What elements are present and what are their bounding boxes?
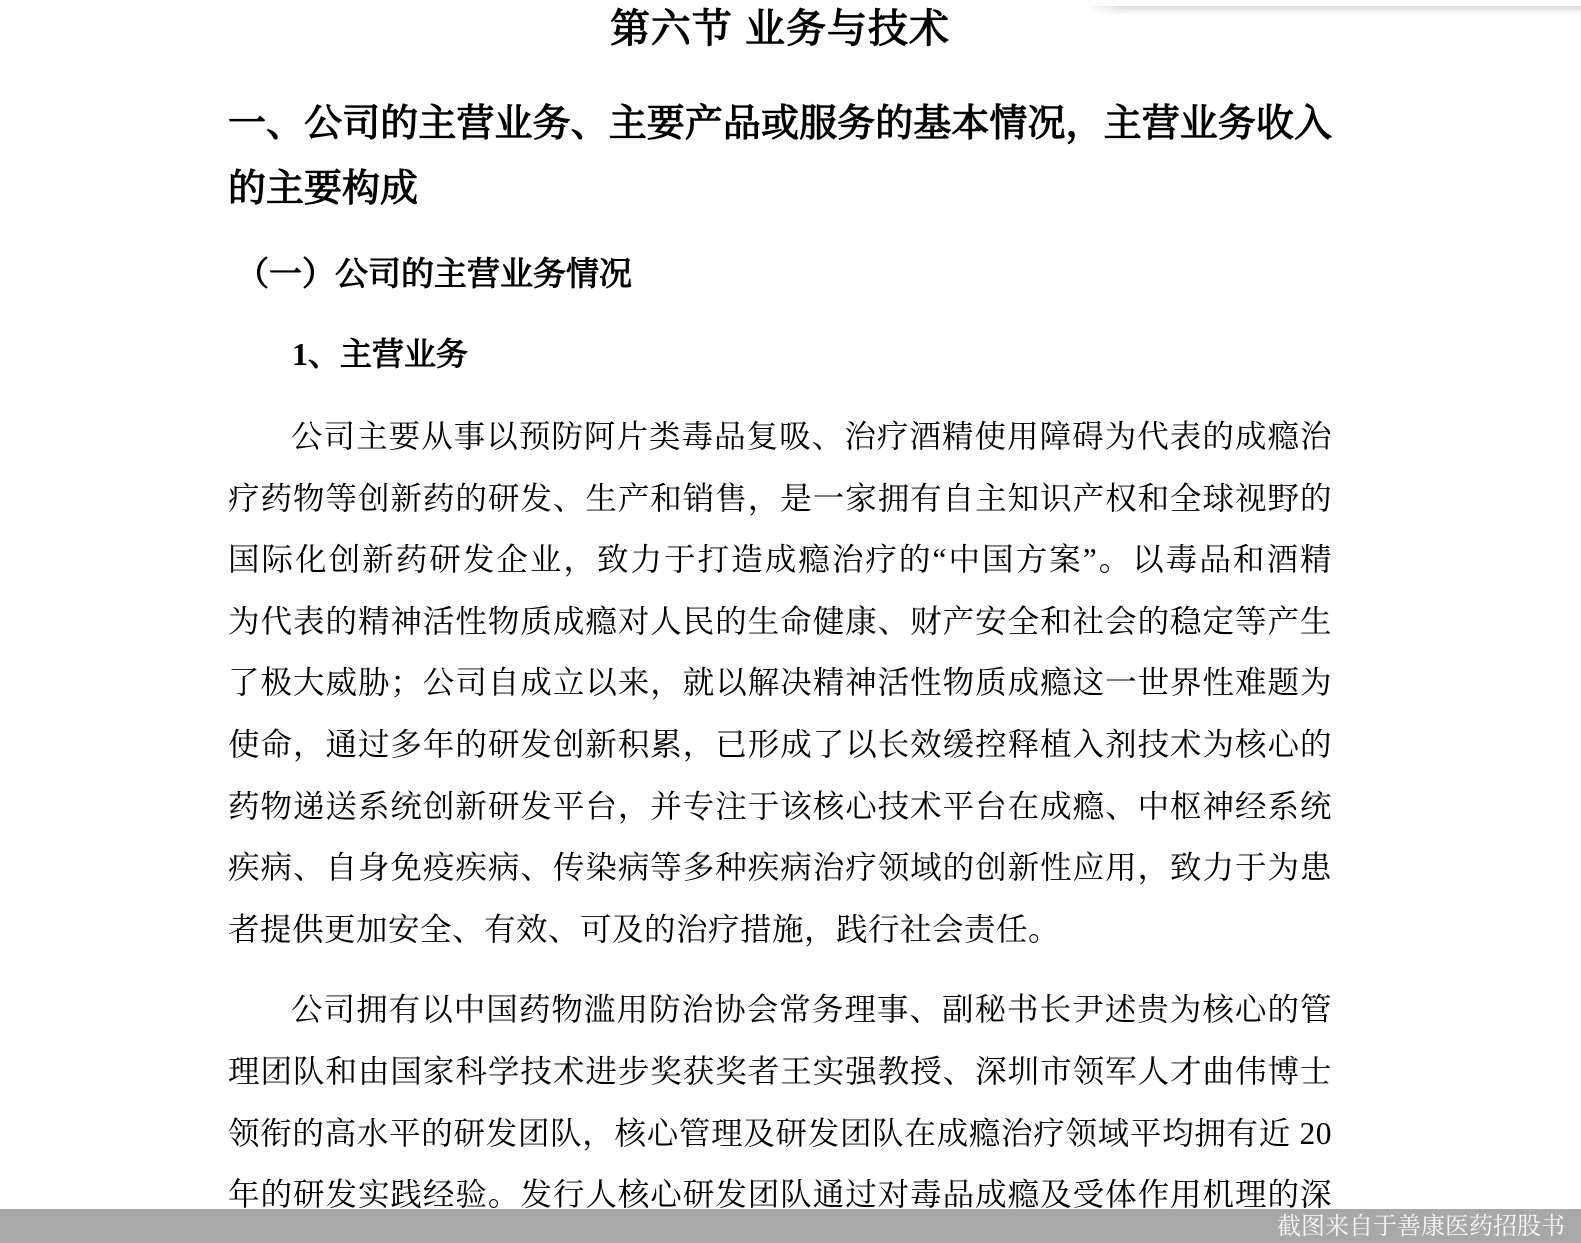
- paragraph-line: 使命，通过多年的研发创新积累，已形成了以长效缓控释植入剂技术为核心的: [228, 726, 1332, 762]
- paragraph-main-business: [228, 406, 1332, 960]
- heading-main: [228, 92, 1332, 222]
- section-title: 第六节 业务与技术: [609, 7, 951, 51]
- paragraph-line: 疾病、自身免疫疾病、传染病等多种疾病治疗领域的创新性应用，致力于为患: [228, 850, 1332, 886]
- paragraph-line: 者提供更加安全、有效、可及的治疗措施，践行社会责任。: [228, 911, 1061, 947]
- paragraph-line: 了极大威胁；公司自成立以来，就以解决精神活性物质成瘾这一世界性难题为: [228, 665, 1332, 701]
- paragraph-line: 公司拥有以中国药物滥用防治协会常务理事、副秘书长尹述贵为核心的管: [291, 992, 1332, 1028]
- heading-main-line2: 的主要构成: [228, 168, 419, 210]
- paragraph-team: [228, 979, 1332, 1225]
- document-body: [228, 6, 1332, 1226]
- paragraph-line: 疗药物等创新药的研发、生产和销售，是一家拥有自主知识产权和全球视野的: [228, 480, 1332, 516]
- paragraph-line: 为代表的精神活性物质成瘾对人民的生命健康、财产安全和社会的稳定等产生: [228, 603, 1332, 639]
- paragraph-line: 年的研发实践经验。发行人核心研发团队通过对毒品成瘾及受体作用机理的深: [228, 1177, 1332, 1213]
- paragraph-line: 国际化创新药研发企业，致力于打造成瘾治疗的“中国方案”。以毒品和酒精: [228, 542, 1332, 578]
- watermark-source-label: 截图来自于善康医药招股书: [1277, 1213, 1565, 1240]
- paragraph-line: 领衔的高水平的研发团队，核心管理及研发团队在成瘾治疗领域平均拥有近 20: [228, 1115, 1332, 1151]
- heading-sub: （一）公司的主营业务情况: [236, 255, 632, 292]
- paragraph-line: 理团队和由国家科学技术进步奖获奖者王实强教授、深圳市领军人才曲伟博士: [228, 1053, 1332, 1089]
- heading-main-line1: 一、公司的主营业务、主要产品或服务的基本情况，主营业务收入: [228, 103, 1332, 145]
- paragraph-line: 公司主要从事以预防阿片类毒品复吸、治疗酒精使用障碍为代表的成瘾治: [291, 419, 1332, 454]
- prospectus-page: [0, 6, 1581, 1243]
- heading-item: 1、主营业务: [292, 336, 469, 372]
- paragraph-line: 药物递送系统创新研发平台，并专注于该核心技术平台在成瘾、中枢神经系统: [228, 788, 1332, 824]
